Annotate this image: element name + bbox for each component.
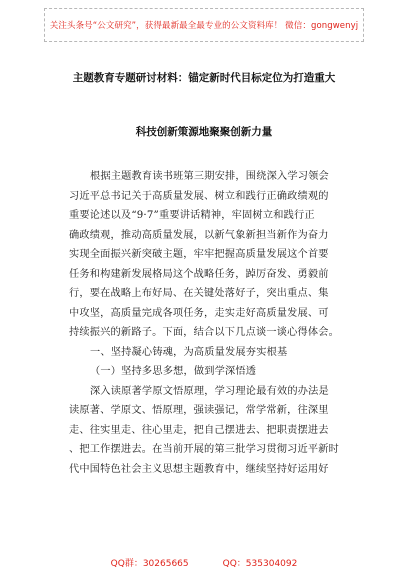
document-title-line-1: 主题教育专题研讨材料：锚定新时代目标定位为打造重大 [72,72,336,84]
body-line: 、把工作摆进去。在当前开展的第三批学习贯彻习近平新时 [69,444,340,455]
body-line: 实现全面振兴新突破主题，牢牢把握高质量发展这个首要 [69,249,329,260]
footer-qq: QQ：535304092 [222,559,298,569]
body-line: 读原著、学原文、悟原理，强读强记，常学常新，往深里 [69,405,329,416]
body-line: 确政绩观，推动高质量发展，以新气象新担当新作为奋力 [69,229,329,241]
body-line: 根据主题教育读书班第三期安排，围绕深入学习领会 [90,171,329,182]
section-heading: 一、坚持凝心铸魂，为高质量发展夯实根基 [90,346,288,358]
banner-text: 关注头条号“公文研究”，获得最新最全最专业的公文资料库！ 微信：gongwenyj [49,21,359,31]
body-line: 重要论述以及“9·7”重要讲话精神，牢固树立和践行正 [69,210,315,221]
body-line: 持续振兴的新路子。下面，结合以下几点谈一谈心得体会。 [69,327,340,338]
header-banner [44,8,364,42]
body-line: 走、往实里走、往心里走，把自己摆进去、把职责摆进去 [69,424,329,436]
body-line: 任务和构建新发展格局这个战略任务，踔厉奋发、勇毅前 [69,268,329,280]
footer-qq-group: QQ群：30265665 [110,559,189,569]
subsection-heading: （一）坚持多思多想，做到学深悟透 [90,366,257,377]
body-line: 习近平总书记关于高质量发展、树立和践行正确政绩观的 [69,190,329,202]
body-line: 代中国特色社会主义思想主题教育中，继续坚持好运用好 [69,463,329,475]
body-line: 中攻坚，高质量完成各项任务，走实走好高质量发展、可 [69,307,329,319]
document-title-line-2: 科技创新策源地聚聚创新力量 [135,126,273,138]
body-line: 深入读原著学原文悟原理，学习理论最有效的办法是 [90,385,329,397]
body-line: 行，要在战略上布好局、在关键处落好子，突出重点、集 [69,288,329,299]
footer-contact [0,556,408,569]
document-body [69,167,359,479]
